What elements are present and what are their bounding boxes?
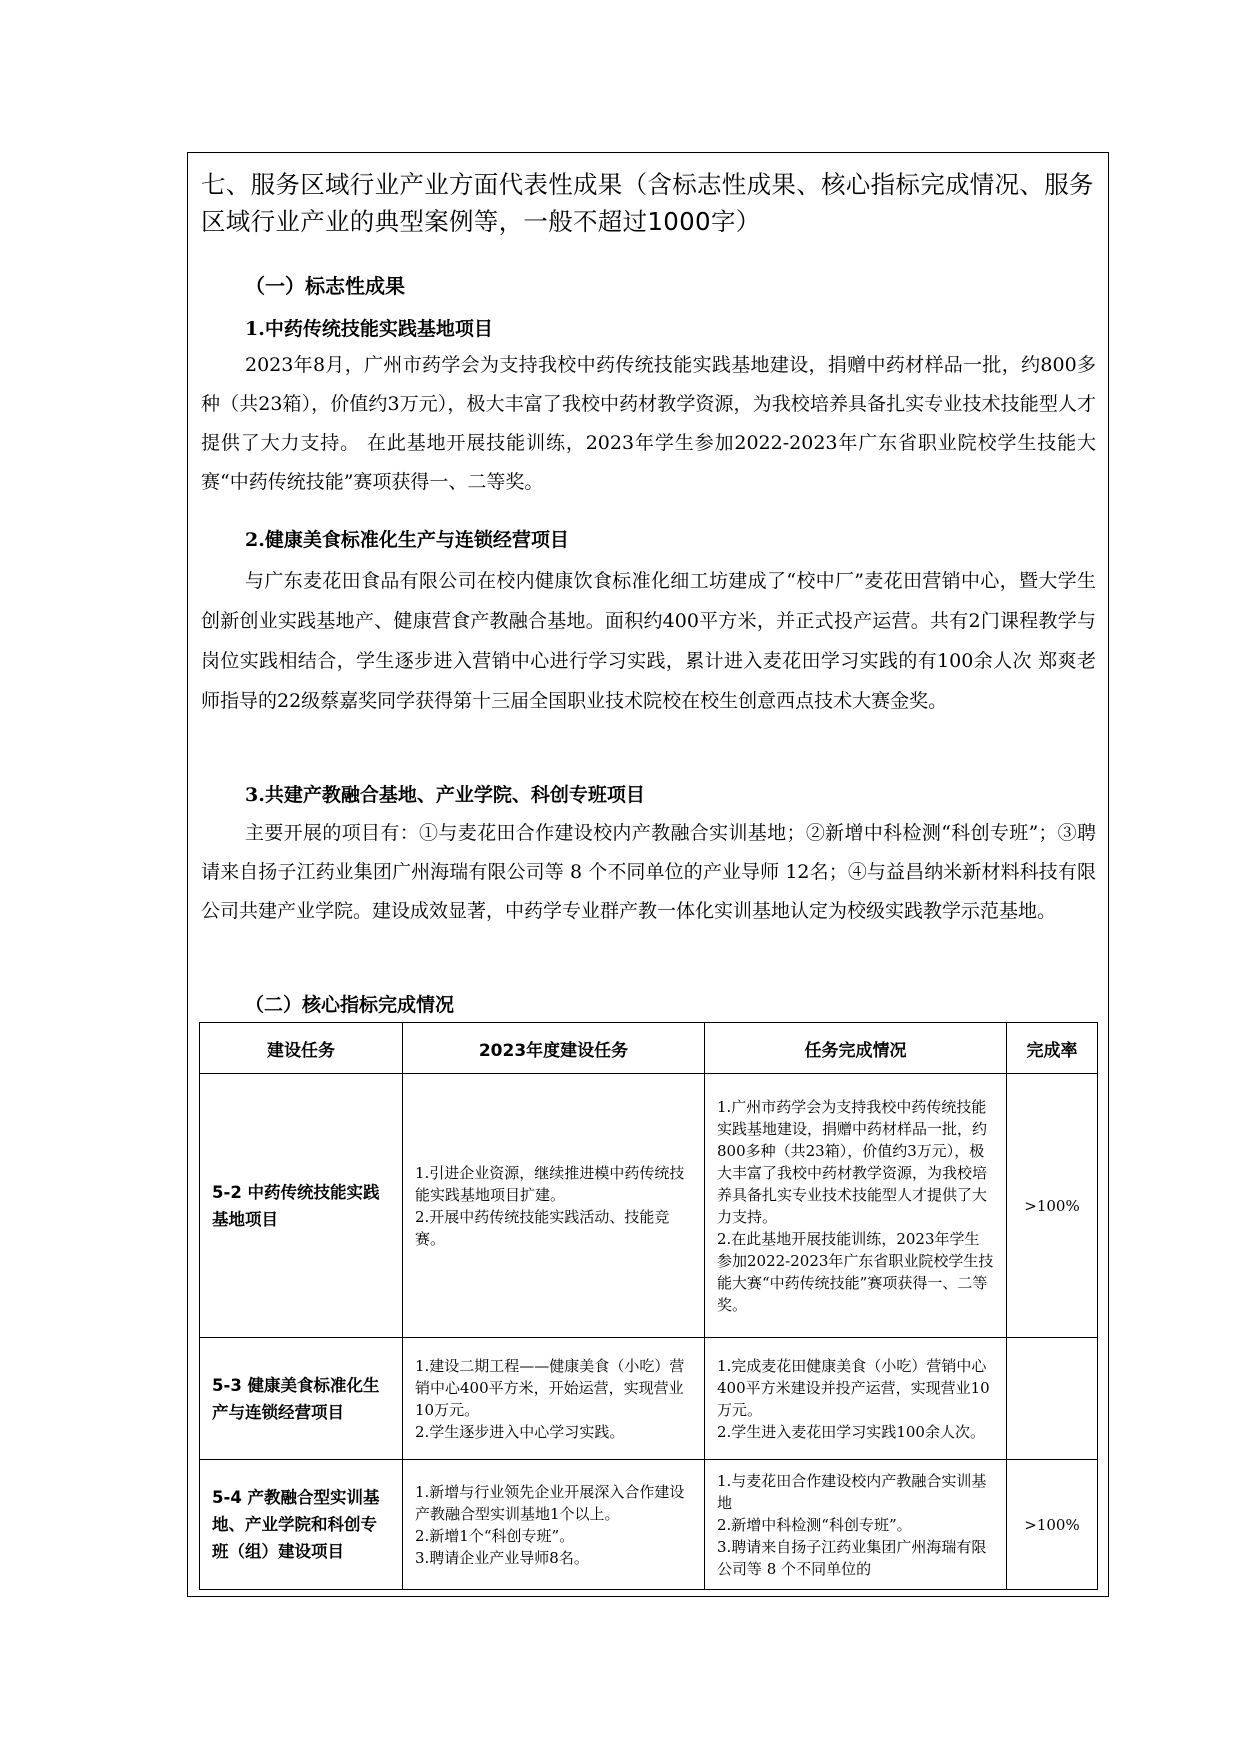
done-line: 2.新增中科检测“科创专班”。 bbox=[717, 1515, 912, 1534]
column-header: 完成率 bbox=[1007, 1023, 1098, 1074]
done-cell bbox=[705, 1460, 1007, 1590]
item3-heading: 3.共建产教融合基地、产业学院、科创专班项目 bbox=[245, 784, 645, 806]
done-line: 1.与麦花田合作建设校内产教融合实训基地 bbox=[717, 1471, 987, 1512]
plan-cell bbox=[403, 1074, 705, 1338]
task-cell: 5-4 产教融合型实训基地、产业学院和科创专班（组）建设项目 bbox=[200, 1460, 403, 1590]
item2-text: 与广东麦花田食品有限公司在校内健康饮食标准化细工坊建成了“校中厂”麦花田营销中心，暨大学生创新创业实践基地产、健康营食产教融合基地。面积约400平方米，并正式投产运营。共有2门课程教学与岗位实践相结合，学生逐步进入营销中心进行学习实践，累计进入麦花田学习实践的有100余人次 郑爽老师指导的22级蔡嘉奖同学获得第十三届全国职业技术院校在校生创意西点技术大赛金奖。 bbox=[201, 570, 1096, 712]
table-row bbox=[200, 1074, 1098, 1338]
plan-line: 1.新增与行业领先企业开展深入合作建设产教融合型实训基地1个以上。 bbox=[415, 1482, 685, 1523]
part2-heading: （二）核心指标完成情况 bbox=[245, 994, 455, 1016]
done-line: 2.学生进入麦花田学习实践100余人次。 bbox=[717, 1422, 985, 1441]
done-line: 3.聘请来自扬子江药业集团广州海瑞有限公司等 8 个不同单位的 bbox=[717, 1537, 987, 1578]
rate-cell: >100% bbox=[1007, 1074, 1098, 1338]
item2-heading: 2.健康美食标准化生产与连锁经营项目 bbox=[245, 529, 569, 551]
table-row bbox=[200, 1338, 1098, 1460]
plan-line: 2.新增1个“科创专班”。 bbox=[415, 1526, 575, 1545]
table-header-row bbox=[200, 1023, 1098, 1074]
part1-heading: （一）标志性成果 bbox=[245, 274, 405, 298]
plan-line: 2.开展中药传统技能实践活动、技能竞赛。 bbox=[415, 1207, 670, 1248]
task-cell: 5-3 健康美食标准化生产与连锁经营项目 bbox=[200, 1338, 403, 1460]
item1-text: 2023年8月，广州市药学会为支持我校中药传统技能实践基地建设，捐赠中药材样品一批，约800多种（共23箱），价值约3万元），极大丰富了我校中药材教学资源，为我校培养具备扎实专业技术技能型人才提供了大力支持。 在此基地开展技能训练，2023年学生参加2022-2023年广东省职业院校学生技能大赛“中药传统技能”赛项获得一、二等奖。 bbox=[201, 354, 1096, 493]
column-header: 建设任务 bbox=[200, 1023, 403, 1074]
column-header: 2023年度建设任务 bbox=[403, 1023, 705, 1074]
plan-cell bbox=[403, 1460, 705, 1590]
core-indicator-table bbox=[199, 1022, 1098, 1590]
section-title: 七、服务区域行业产业方面代表性成果（含标志性成果、核心指标完成情况、服务区域行业产业的典型案例等，一般不超过1000字） bbox=[201, 170, 1094, 236]
done-line: 2.在此基地开展技能训练，2023年学生参加2022-2023年广东省职业院校学生技能大赛“中药传统技能”赛项获得一、二等奖。 bbox=[717, 1229, 994, 1314]
plan-line: 1.建设二期工程——健康美食（小吃）营销中心400平方米，开始运营，实现营业10万元。 bbox=[415, 1356, 685, 1419]
rate-cell bbox=[1007, 1338, 1098, 1460]
done-cell bbox=[705, 1074, 1007, 1338]
done-cell bbox=[705, 1338, 1007, 1460]
plan-line: 3.聘请企业产业导师8名。 bbox=[415, 1548, 589, 1567]
table-row bbox=[200, 1460, 1098, 1590]
task-cell: 5-2 中药传统技能实践基地项目 bbox=[200, 1074, 403, 1338]
column-header: 任务完成情况 bbox=[705, 1023, 1007, 1074]
rate-cell: >100% bbox=[1007, 1460, 1098, 1590]
plan-cell bbox=[403, 1338, 705, 1460]
plan-line: 2.学生逐步进入中心学习实践。 bbox=[415, 1422, 625, 1441]
done-line: 1.完成麦花田健康美食（小吃）营销中心400平方米建设并投产运营，实现营业10万元。 bbox=[717, 1356, 990, 1419]
item3-text: 主要开展的项目有：①与麦花田合作建设校内产教融合实训基地；②新增中科检测“科创专班”；③聘请来自扬子江药业集团广州海瑞有限公司等 8 个不同单位的产业导师 12名；④与益昌纳米新材料科技有限公司共建产业学院。建设成效显著，中药学专业群产教一体化实训基地认定为校级实践教学示范基地。 bbox=[201, 822, 1096, 922]
item1-heading: 1.中药传统技能实践基地项目 bbox=[245, 318, 493, 340]
plan-line: 1.引进企业资源，继续推进模中药传统技能实践基地项目扩建。 bbox=[415, 1163, 685, 1204]
done-line: 1.广州市药学会为支持我校中药传统技能实践基地建设，捐赠中药材样品一批，约800多种（共23箱），价值约3万元），极大丰富了我校中药材教学资源，为我校培养具备扎实专业技术技能型人才提供了大力支持。 bbox=[717, 1097, 988, 1226]
